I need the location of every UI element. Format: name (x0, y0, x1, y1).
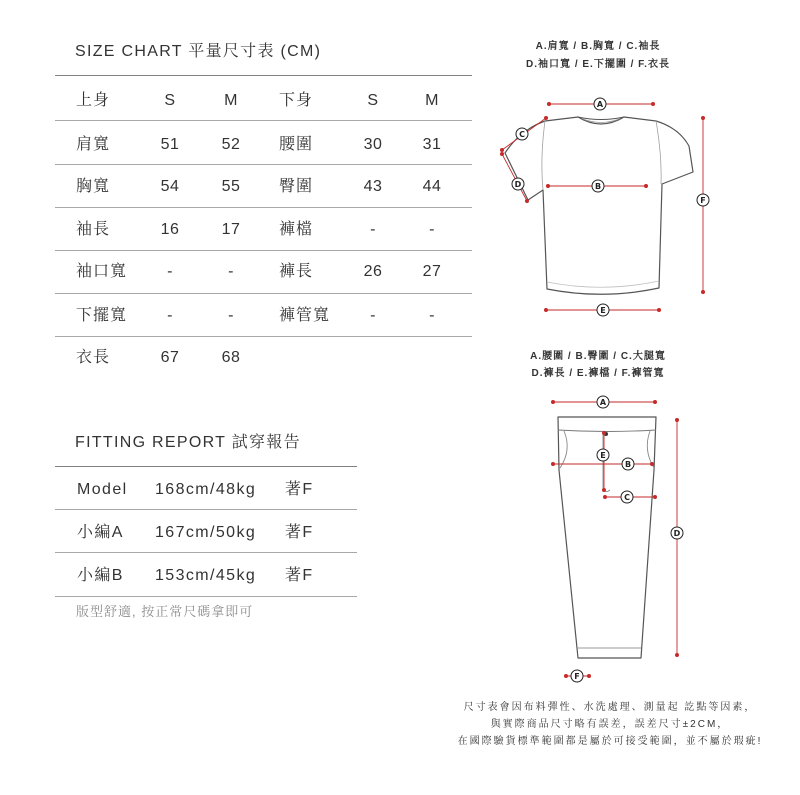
measure-badge-letter: F (700, 196, 706, 205)
tshirt-measure-f-length (697, 116, 709, 294)
measure-endpoint-dot (602, 431, 606, 435)
fitting-divider (55, 552, 357, 553)
fitting-divider (55, 596, 357, 597)
measure-endpoint-dot (544, 308, 548, 312)
measure-endpoint-dot (547, 102, 551, 106)
bottom-measure-label: 褲長 (279, 263, 314, 280)
pants-measure-f-leg-opening (564, 670, 591, 682)
top-size-s-value: 67 (160, 349, 180, 366)
measure-endpoint-dot (644, 184, 648, 188)
bottom-size-s-value: 30 (363, 136, 383, 153)
measure-endpoint-dot (587, 674, 591, 678)
size-chart-title-divider (55, 75, 472, 76)
fitting-row (0, 522, 360, 544)
top-size-s-value: 54 (160, 178, 180, 195)
measure-badge-letter: A (596, 100, 604, 109)
tshirt-measure-a-shoulder (547, 98, 655, 110)
measure-endpoint-dot (675, 418, 679, 422)
bottom-size-m-value: - (429, 221, 435, 238)
top-size-m-value: - (228, 307, 234, 324)
top-size-m-value: 55 (221, 178, 241, 195)
top-section-header: 上身 (76, 92, 111, 109)
table-divider (55, 120, 472, 121)
measure-endpoint-dot (675, 653, 679, 657)
measure-endpoint-dot (525, 199, 529, 203)
top-measure-label: 袖口寬 (76, 263, 128, 280)
tshirt-outline (505, 117, 693, 294)
top-size-s-header: S (164, 92, 176, 109)
fitting-person-name: Model (77, 481, 128, 498)
fitting-note: 版型舒適, 按正常尺碼拿即可 (76, 604, 254, 619)
table-divider (55, 250, 472, 251)
top-size-s-value: - (167, 263, 173, 280)
top-size-m-value: - (228, 263, 234, 280)
table-divider (55, 164, 472, 165)
table-divider (55, 293, 472, 294)
table-row (0, 261, 480, 283)
bottom-size-s-value: - (370, 307, 376, 324)
measure-badge-letter: E (600, 451, 606, 460)
pants-measure-d-length (671, 418, 683, 657)
fitting-divider (55, 509, 357, 510)
top-measure-label: 袖長 (76, 221, 111, 238)
table-row (0, 176, 480, 198)
table-row (0, 347, 480, 369)
table-row (0, 134, 480, 156)
bottom-size-m-header: M (425, 92, 439, 109)
top-size-s-value: 16 (160, 221, 180, 238)
measure-badge-letter: E (600, 306, 606, 315)
table-row (0, 305, 480, 327)
bottom-measure-label: 腰圍 (279, 136, 314, 153)
tshirt-measure-e-hem (544, 304, 661, 316)
fitting-row (0, 565, 360, 587)
bottom-size-s-header: S (367, 92, 379, 109)
measure-endpoint-dot (544, 116, 548, 120)
table-divider (55, 336, 472, 337)
fitting-person-body: 167cm/50kg (155, 524, 257, 541)
measure-badge-letter: B (594, 182, 602, 191)
top-size-s-value: - (167, 307, 173, 324)
size-chart-title: SIZE CHART 平量尺寸表 (CM) (75, 43, 322, 60)
bottom-section-header: 下身 (279, 92, 314, 109)
measure-endpoint-dot (657, 308, 661, 312)
tshirt-legend-line-1: A.肩寬 / B.胸寬 / C.袖長 (535, 41, 661, 52)
measure-endpoint-dot (651, 102, 655, 106)
pants-legend-line-2: D.褲長 / E.褲檔 / F.褲管寬 (531, 368, 665, 379)
fitting-person-name: 小編B (77, 567, 124, 584)
bottom-size-s-value: 43 (363, 178, 383, 195)
table-divider (55, 207, 472, 208)
measure-badge-letter: D (673, 529, 681, 538)
bottom-size-s-value: 26 (363, 263, 383, 280)
measure-badge-letter: C (519, 130, 525, 139)
top-size-s-value: 51 (160, 136, 180, 153)
measure-endpoint-dot (653, 495, 657, 499)
measure-badge-letter: D (514, 180, 522, 189)
disclaimer-line-2: 與實際商品尺寸略有誤差，誤差尺寸±2CM， (490, 719, 730, 730)
measure-endpoint-dot (500, 148, 504, 152)
tshirt-back-collar (578, 117, 624, 120)
bottom-size-s-value: - (370, 221, 376, 238)
measure-badge-letter: A (599, 398, 607, 407)
bottom-measure-label: 臀圍 (279, 178, 314, 195)
pants-legend-line-1: A.腰圍 / B.臀圍 / C.大腿寬 (530, 351, 666, 362)
measure-endpoint-dot (564, 674, 568, 678)
measure-endpoint-dot (653, 400, 657, 404)
fitting-row (0, 479, 360, 501)
measure-endpoint-dot (602, 488, 606, 492)
fitting-size-worn: 著F (285, 524, 314, 541)
table-row (0, 219, 480, 241)
top-measure-label: 下擺寬 (76, 307, 128, 324)
measure-badge-letter: C (624, 493, 630, 502)
tshirt-illustration (505, 117, 693, 294)
measure-endpoint-dot (500, 152, 504, 156)
top-measure-label: 衣長 (76, 349, 111, 366)
fitting-size-worn: 著F (285, 481, 314, 498)
measure-badge-letter: B (624, 460, 632, 469)
fitting-report-title: FITTING REPORT 試穿報告 (75, 434, 301, 451)
top-size-m-value: 52 (221, 136, 241, 153)
measure-endpoint-dot (546, 184, 550, 188)
top-size-m-value: 17 (221, 221, 241, 238)
fitting-person-name: 小編A (77, 524, 124, 541)
top-size-m-value: 68 (221, 349, 241, 366)
measure-badge-letter: F (574, 672, 580, 681)
measure-endpoint-dot (650, 462, 654, 466)
bottom-size-m-value: - (429, 307, 435, 324)
measure-endpoint-dot (701, 290, 705, 294)
fitting-person-body: 153cm/45kg (155, 567, 257, 584)
bottom-measure-label: 褲檔 (279, 221, 314, 238)
measure-endpoint-dot (603, 495, 607, 499)
bottom-size-m-value: 27 (422, 263, 442, 280)
top-measure-label: 胸寬 (76, 178, 111, 195)
measure-endpoint-dot (701, 116, 705, 120)
measure-endpoint-dot (551, 462, 555, 466)
bottom-size-m-value: 44 (422, 178, 442, 195)
pants-measure-a-waist (551, 396, 657, 408)
bottom-size-m-value: 31 (422, 136, 442, 153)
top-measure-label: 肩寬 (76, 136, 111, 153)
fitting-size-worn: 著F (285, 567, 314, 584)
disclaimer-line-3: 在國際驗貨標準範圍都是屬於可接受範圍，並不屬於瑕疵! (457, 736, 763, 747)
tshirt-legend-line-2: D.袖口寬 / E.下擺圍 / F.衣長 (526, 59, 670, 70)
disclaimer-line-1: 尺寸表會因布料彈性、水洗處理、測量起 訖點等因素， (463, 702, 757, 713)
bottom-measure-label: 褲管寬 (279, 307, 331, 324)
size-table-header-row (0, 90, 480, 112)
top-size-m-header: M (224, 92, 238, 109)
measure-endpoint-dot (551, 400, 555, 404)
fitting-title-divider (55, 466, 357, 467)
fitting-person-body: 168cm/48kg (155, 481, 257, 498)
